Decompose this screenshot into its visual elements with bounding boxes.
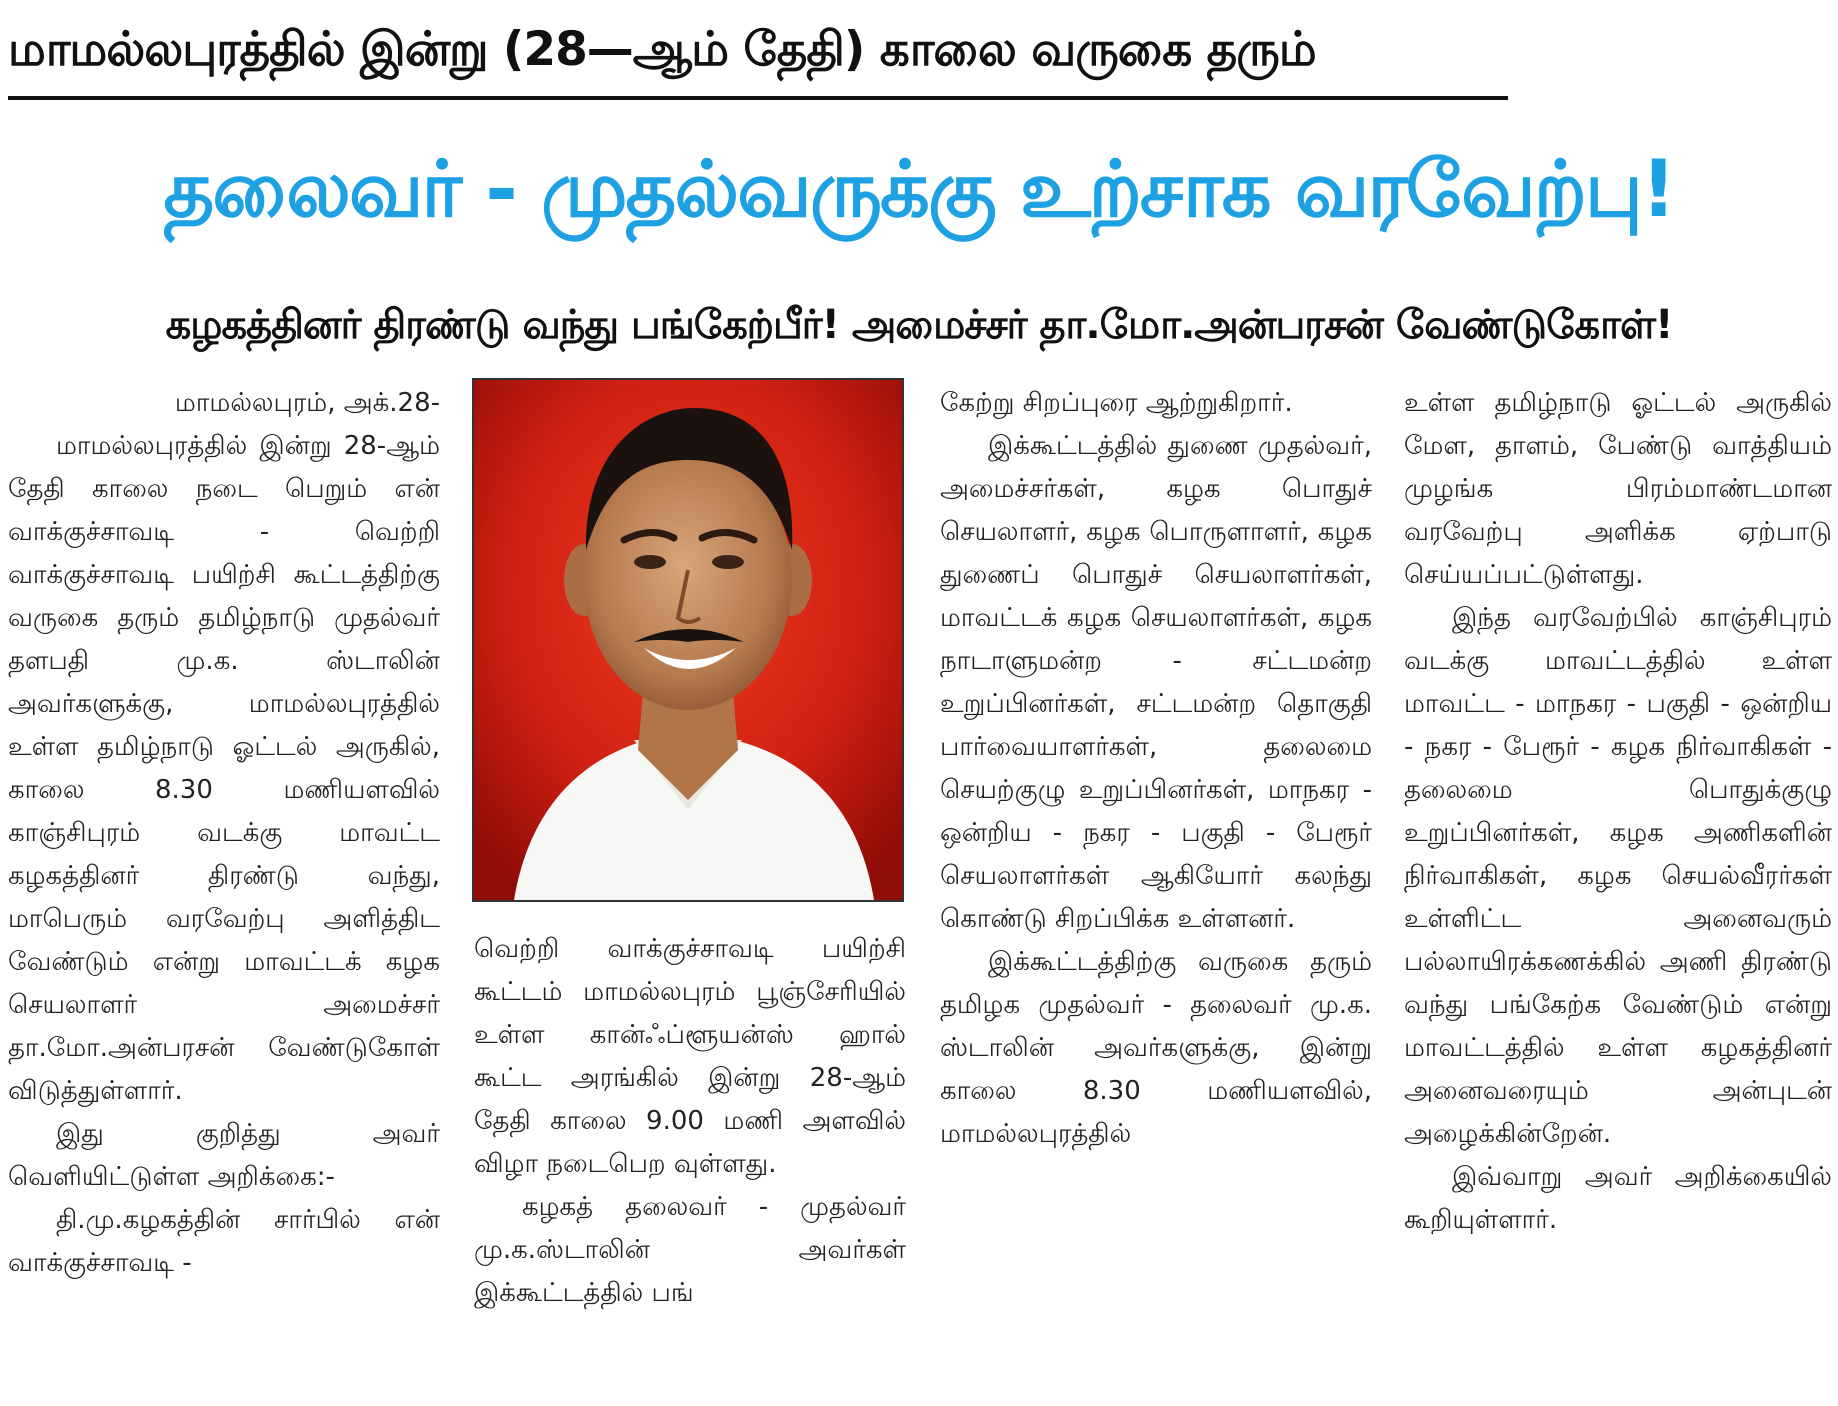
- headline: தலைவர் - முதல்வருக்கு உற்சாக வரவேற்பு!: [163, 145, 1675, 235]
- paragraph: மாமல்லபுரத்தில் இன்று 28-ஆம் தேதி காலை நடை பெறும் என் வாக்குச்சாவடி - வெற்றி வாக்குச்சாவடி பயிற்சி கூட்டத்திற்கு வருகை தரும் தமிழ்நாடு முதல்வர் தளபதி மு.க. ஸ்டாலின் அவர்களுக்கு, மாமல்லபுரத்தில் உள்ள தமிழ்நாடு ஓட்டல் அருகில், காலை 8.30 மணியளவில் காஞ்சிபுரம் வடக்கு மாவட்ட கழகத்தினர் திரண்டு வந்து, மாபெரும் வரவேற்பு அளித்திட வேண்டும் என்று மாவட்டக் கழக செயலாளர் அமைச்சர் தா.மோ.அன்பரசன் வேண்டுகோள் விடுத்துள்ளார்.: [8, 431, 440, 1106]
- article-column-4: [1404, 382, 1832, 1406]
- kicker-line: மாமல்லபுரத்தில் இன்று (28—ஆம் தேதி) காலை வருகை தரும்: [8, 4, 1508, 100]
- paragraph: உள்ள தமிழ்நாடு ஓட்டல் அருகில் மேள, தாளம், பேண்டு வாத்தியம் முழங்க பிரம்மாண்டமான வரவேற்பு அளிக்க ஏற்பாடு செய்யப்பட்டுள்ளது.: [1404, 388, 1832, 590]
- paragraph: வெற்றி வாக்குச்சாவடி பயிற்சி கூட்டம் மாமல்லபுரம் பூஞ்சேரியில் உள்ள கான்ஃப்ளூயன்ஸ் ஹால் கூட்ட அரங்கில் இன்று 28-ஆம் தேதி காலை 9.00 மணி அளவில் விழா நடைபெற வுள்ளது.: [474, 934, 906, 1179]
- article-column-3: [940, 382, 1372, 1406]
- paragraph: இக்கூட்டத்திற்கு வருகை தரும் தமிழக முதல்வர் - தலைவர் மு.க. ஸ்டாலின் அவர்களுக்கு, இன்று காலை 8.30 மணியளவில், மாமல்லபுரத்தில்: [940, 947, 1372, 1149]
- paragraph: இந்த வரவேற்பில் காஞ்சிபுரம் வடக்கு மாவட்டத்தில் உள்ள மாவட்ட - மாநகர - பகுதி - ஒன்றிய - நகர - பேரூர் - கழக நிர்வாகிகள் - தலைமை பொதுக்குழு உறுப்பினர்கள், கழக அணிகளின் நிர்வாகிகள், கழக செயல்வீரர்கள் உள்ளிட்ட அனைவரும் பல்லாயிரக்கணக்கில் அணி திரண்டு வந்து பங்கேற்க வேண்டும் என்று மாவட்டத்தில் உள்ள கழகத்தினர் அனைவரையும் அன்புடன் அழைக்கின்றேன்.: [1404, 603, 1832, 1149]
- paragraph: கழகத் தலைவர் - முதல்வர் மு.க.ஸ்டாலின் அவர்கள் இக்கூட்டத்தில் பங்: [474, 1192, 906, 1308]
- paragraph: இக்கூட்டத்தில் துணை முதல்வர், அமைச்சர்கள், கழக பொதுச் செயலாளர், கழக பொருளாளர், கழக துணைப் பொதுச் செயலாளர்கள், மாவட்டக் கழக செயலாளர்கள், கழக நாடாளுமன்ற - சட்டமன்ற உறுப்பினர்கள், சட்டமன்ற தொகுதி பார்வையாளர்கள், தலைமை செயற்குழு உறுப்பினர்கள், மாநகர - ஒன்றிய - நகர - பகுதி - பேரூர் செயலாளர்கள் ஆகியோர் கலந்து கொண்டு சிறப்பிக்க உள்ளனர்.: [940, 431, 1372, 934]
- article-column-1: [8, 382, 440, 1406]
- subheadline: கழகத்தினர் திரண்டு வந்து பங்கேற்பீர்! அமைச்சர் தா.மோ.அன்பரசன் வேண்டுகோள்!: [165, 302, 1673, 348]
- person-portrait-icon: [474, 380, 902, 900]
- article-column-2: [474, 928, 906, 1406]
- paragraph: இது குறித்து அவர் வெளியிட்டுள்ள அறிக்கை:-: [8, 1119, 440, 1192]
- paragraph: கேற்று சிறப்புரை ஆற்றுகிறார்.: [940, 388, 1293, 418]
- paragraph: இவ்வாறு அவர் அறிக்கையில் கூறியுள்ளார்.: [1404, 1162, 1832, 1235]
- paragraph: தி.மு.கழகத்தின் சார்பில் என் வாக்குச்சாவடி -: [8, 1205, 440, 1278]
- portrait-photo: [472, 378, 904, 902]
- dateline: மாமல்லபுரம், அக்.28-: [174, 388, 440, 418]
